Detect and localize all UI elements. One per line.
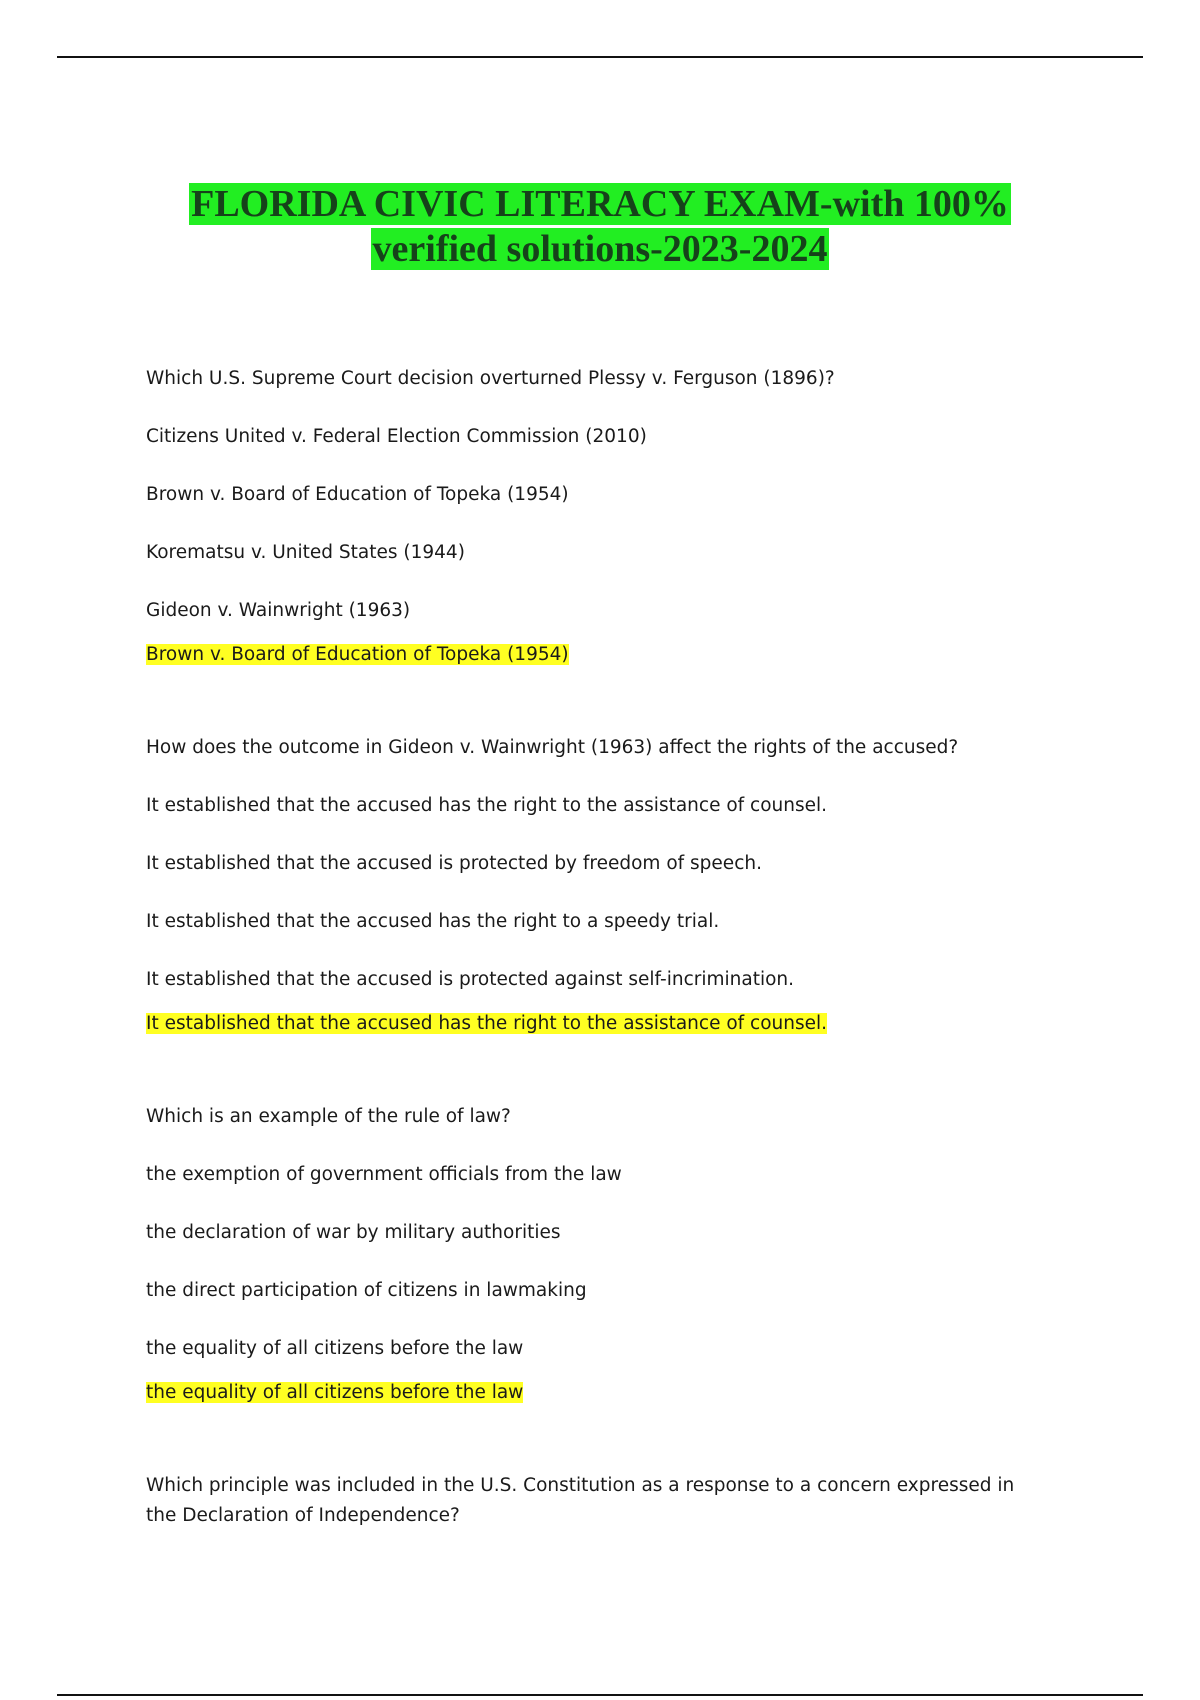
answer-option: It established that the accused has the right to a speedy trial.: [146, 911, 720, 932]
document-title: [0, 182, 1200, 272]
correct-answer-highlight: It established that the accused has the right to the assistance of counsel.: [146, 1013, 828, 1034]
correct-answer: [146, 1378, 1046, 1408]
correct-answer-highlight: Brown v. Board of Education of Topeka (1954): [146, 644, 569, 665]
correct-answer-highlight: the equality of all citizens before the law: [146, 1382, 524, 1403]
top-rule: [57, 56, 1143, 58]
question-block: [146, 364, 1046, 670]
answer-option: the exemption of government officials from the law: [146, 1164, 622, 1185]
correct-answer: [146, 1009, 1046, 1039]
question-text: Which principle was included in the U.S. Constitution as a response to a concern expressed in the Declaration of Independence?: [146, 1475, 1015, 1526]
answer-option: Korematsu v. United States (1944): [146, 542, 465, 563]
answer-option: the declaration of war by military authorities: [146, 1222, 561, 1243]
bottom-rule: [57, 1694, 1143, 1696]
title-line-1: FLORIDA CIVIC LITERACY EXAM-with 100%: [191, 183, 1009, 225]
answer-option: It established that the accused is protected against self-incrimination.: [146, 969, 795, 990]
answer-option: the direct participation of citizens in lawmaking: [146, 1280, 587, 1301]
question-block: [146, 1471, 1046, 1531]
correct-answer: [146, 640, 1046, 670]
answer-option: Citizens United v. Federal Election Commission (2010): [146, 426, 647, 447]
answer-option: the equality of all citizens before the law: [146, 1338, 524, 1359]
answer-option: It established that the accused has the right to the assistance of counsel.: [146, 795, 828, 816]
questions-list: [146, 364, 1046, 1594]
question-text: Which is an example of the rule of law?: [146, 1106, 511, 1127]
answer-option: It established that the accused is protected by freedom of speech.: [146, 853, 762, 874]
question-block: [146, 733, 1046, 1039]
answer-option: Gideon v. Wainwright (1963): [146, 600, 411, 621]
question-text: Which U.S. Supreme Court decision overturned Plessy v. Ferguson (1896)?: [146, 368, 835, 389]
title-line-2: verified solutions-2023-2024: [372, 228, 828, 270]
answer-option: Brown v. Board of Education of Topeka (1954): [146, 484, 569, 505]
question-text: How does the outcome in Gideon v. Wainwright (1963) affect the rights of the accused?: [146, 737, 959, 758]
question-block: [146, 1102, 1046, 1408]
